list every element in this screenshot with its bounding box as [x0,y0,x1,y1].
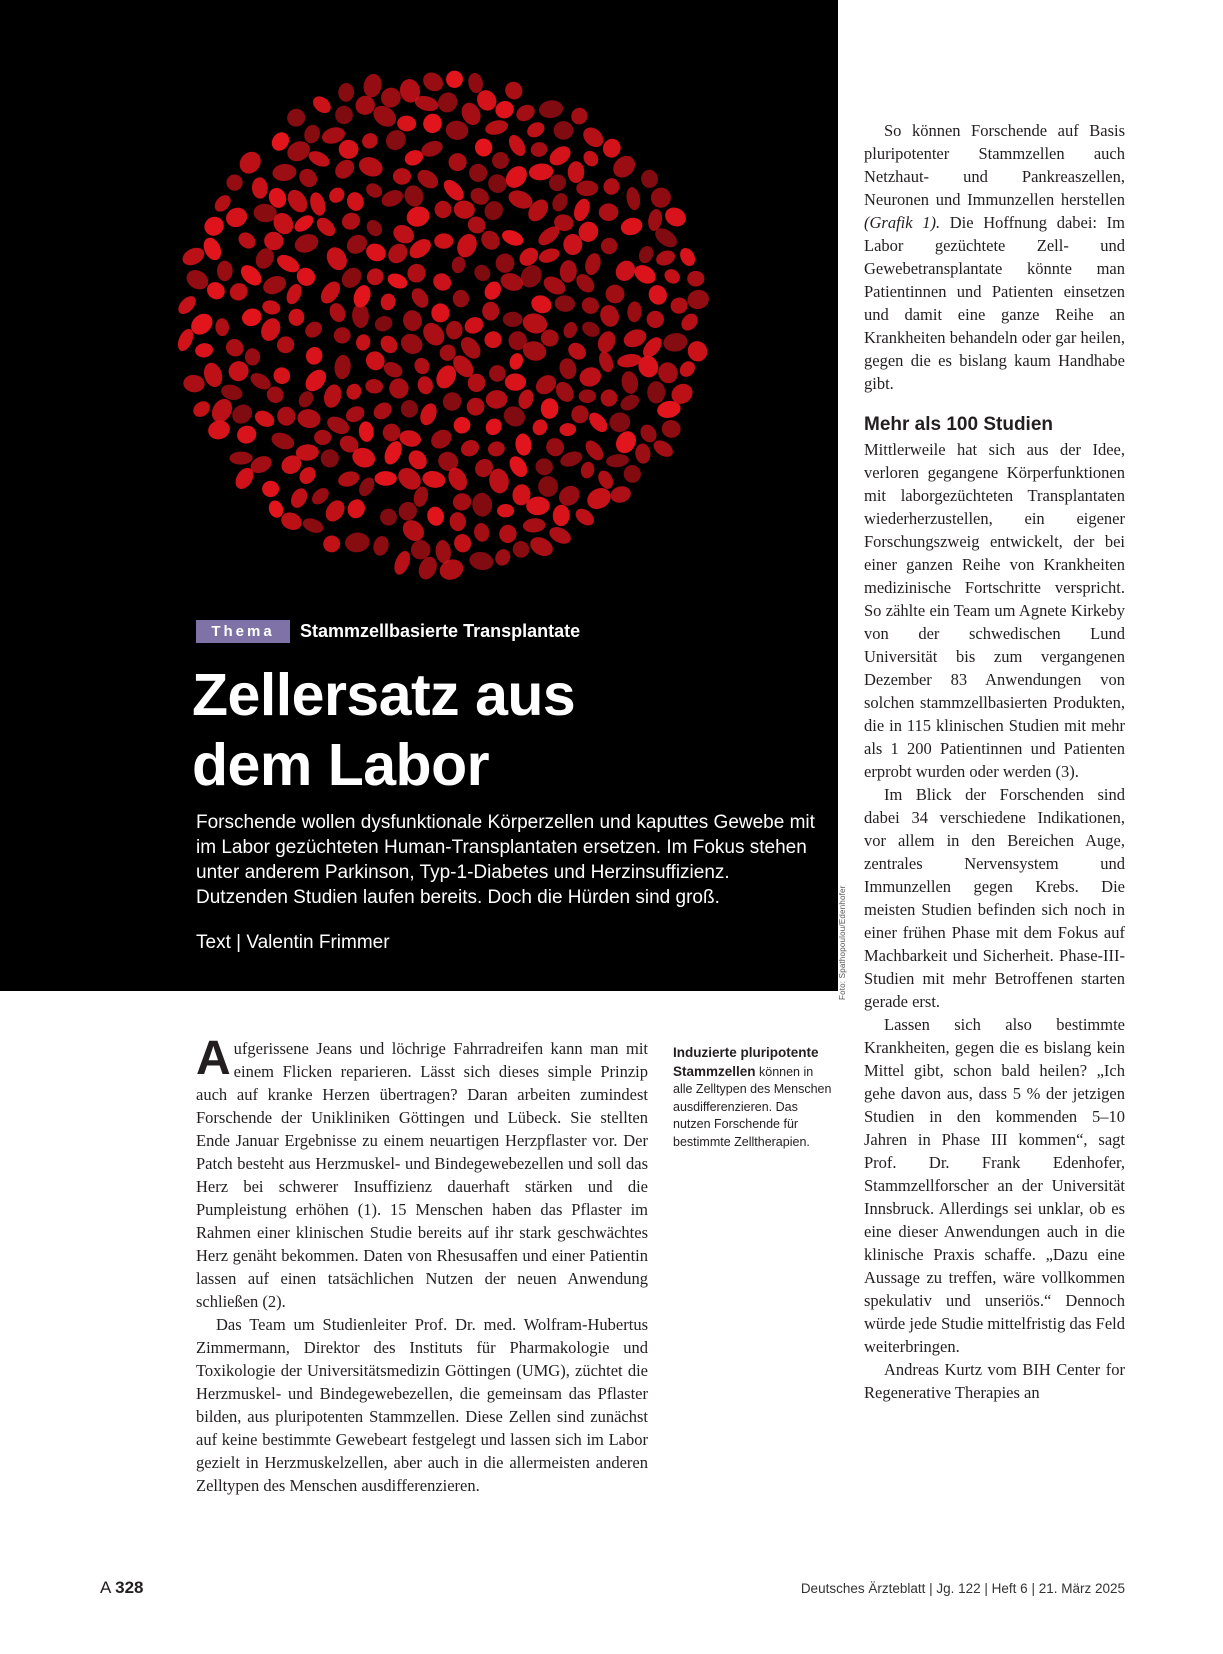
cell-nucleus [244,348,260,366]
cell-nucleus [326,184,348,205]
cell-nucleus [570,404,590,425]
cell-nucleus [206,418,232,442]
cell-nucleus [502,78,526,102]
cell-nucleus [524,119,547,140]
margin-note-text: können in alle Zelltypen des Menschen ausdifferenzieren. Das nutzen Forschende für bestimmte Zelltherapien. [673,1064,832,1149]
cell-nucleus [275,334,297,355]
cell-nucleus [317,445,343,471]
body-paragraph [196,1032,648,1313]
body-paragraph-text: ufgerissene Jeans und löchrige Fahrradreifen kann man mit einem Flicken reparieren. Lässt sich dieses simple Prinzip auch auf kranke Herzen übertragen? Daran arbeiten zumindest Forschende der Unikliniken Göttingen und Lübeck. Sie stellten Ende Januar Ergebnisse zu einem neuartigen Herzpflaster vor. Der Patch besteht aus Herzmuskel- und Bindegewebezellen und soll das Herz bei schwerer Insuffizienz dauerhaft stärken und die Pumpleistung erhöhen (1). 15 Menschen haben das Pflaster im Rahmen einer klinischen Studie bereits auf ihr stark geschwächtes Herz genäht bekommen. Daten von Rhesusaffen und einer Patientin lassen auf einen tatsächlichen Nutzen der neuen Anwendung schließen (2). [196,1039,648,1311]
cell-nucleus [528,162,554,181]
cell-nucleus [468,550,495,572]
cell-nucleus [228,401,255,428]
cell-nucleus [412,355,432,376]
cell-nucleus [364,378,384,395]
cell-nucleus [636,244,656,266]
body-paragraph: Lassen sich also bestimmte Krankheiten, gegen die es bislang kein Mittel gibt, schon bald heilen? „Ich gehe davon aus, dass 5 % der jetzigen Studien in den kommenden 5–10 Jahren in Phase III kommen“, sagt Prof. Dr. Frank Edenhofer, Stammzellforscher an der Universität Innsbruck. Allerdings sei unklar, ob es eine dieser Anwendungen auch in die klinische Praxis schaffe. „Dazu eine Aussage zu treffen, wäre vollkommen spekulativ und unseriös.“ Dennoch würde jede Studie mittelfristig das Feld weiterbringen. [864,1015,1125,1356]
cell-nucleus [364,217,386,239]
cell-nucleus [397,330,426,358]
cell-nucleus [561,320,579,340]
cell-nucleus [530,417,550,438]
cell-nucleus [355,333,372,352]
cell-nucleus [379,187,406,210]
cell-nucleus [371,534,390,557]
cell-nucleus [601,137,623,160]
cell-nucleus [505,373,527,391]
cell-nucleus [557,357,578,381]
cell-nucleus [599,203,619,221]
cell-nucleus [634,443,651,464]
cell-nucleus [416,375,435,396]
cell-nucleus [240,306,264,329]
cell-nucleus [217,261,233,282]
cell-nucleus [434,233,453,249]
cell-nucleus [419,69,446,96]
cell-nucleus [484,118,510,137]
cell-nucleus [262,481,279,498]
cell-nucleus [370,399,395,423]
cell-nucleus [482,415,504,438]
cell-nucleus [646,282,670,307]
cell-nucleus [654,248,677,269]
cell-nucleus [482,302,499,321]
cell-nucleus [577,364,604,389]
cell-nucleus [685,287,711,311]
cell-nucleus [620,370,640,395]
cell-nucleus [397,115,417,132]
cell-nucleus [276,405,297,427]
cell-nucleus [609,484,633,505]
cell-nucleus [496,254,515,273]
cell-nucleus [252,407,277,430]
cell-nucleus [269,430,297,453]
cell-nucleus [514,433,532,457]
cell-nucleus [226,174,242,190]
cell-nucleus [552,504,570,526]
cell-nucleus [467,72,485,95]
cell-nucleus [434,89,461,116]
cell-nucleus [393,168,412,185]
cell-nucleus [579,460,596,479]
cell-nucleus [284,186,312,216]
cell-nucleus [435,201,452,218]
cell-nucleus [322,497,349,525]
cell-nucleus [425,505,446,528]
cell-nucleus [235,148,265,178]
cell-nucleus [338,82,355,102]
cell-nucleus [660,418,683,440]
cell-nucleus [289,309,305,326]
cell-nucleus [314,430,331,445]
cell-nucleus [190,398,213,420]
cell-nucleus [439,388,465,414]
cell-nucleus [522,518,546,534]
cell-nucleus [604,283,627,306]
cell-nucleus [449,511,467,532]
cell-nucleus [608,411,631,433]
cell-nucleus [336,469,361,489]
cell-nucleus [320,532,344,556]
cell-nucleus [381,422,402,444]
cell-nucleus [302,123,322,145]
cell-nucleus [272,163,298,182]
cell-nucleus [200,235,224,263]
cell-nucleus [391,549,413,577]
cell-nucleus [291,212,316,235]
cell-nucleus [597,303,622,330]
cell-nucleus [576,180,598,196]
cell-nucleus [175,293,199,317]
cell-nucleus [619,215,645,237]
article-lead: Forschende wollen dysfunktionale Körperzellen und kaputtes Gewebe mit im Labor gezüchteten Human-Transplantaten ersetzen. Im Fokus stehen unter anderem Parkinson, Typ-1-Diabetes und Herzinsuffizienz. Dutzenden Studien laufen bereits. Doch die Hürden sind groß. [196,812,815,908]
cell-nucleus [669,295,690,316]
cell-nucleus [498,523,518,544]
cell-nucleus [537,246,562,265]
section-topic: Stammzellbasierte Transplantate [300,621,581,641]
cell-nucleus [678,310,701,333]
cell-nucleus [647,381,665,403]
cell-nucleus [563,234,582,255]
cell-nucleus [507,351,525,371]
cell-nucleus [580,148,601,169]
cell-nucleus [430,270,455,295]
cell-nucleus [452,532,473,554]
cell-nucleus [361,72,383,99]
cell-nucleus [421,112,443,135]
cell-nucleus [359,130,381,152]
cell-nucleus [421,469,447,490]
cell-nucleus [573,271,598,296]
page-prefix: A [100,1578,116,1597]
cell-nucleus [306,148,332,170]
cell-nucleus [498,270,525,294]
cell-nucleus [331,156,358,183]
cell-nucleus [323,244,351,274]
cell-nucleus [481,278,504,302]
cell-nucleus [235,229,258,252]
cell-nucleus [549,191,570,214]
cell-nucleus [572,505,597,529]
journal-reference: Deutsches Ärzteblatt | Jg. 122 | Heft 6 | 21. März 2025 [800,1581,1125,1596]
cell-nucleus [363,265,387,289]
cell-nucleus [440,176,467,204]
cell-nucleus [471,492,492,517]
cell-nucleus [344,382,364,402]
cell-nucleus [462,314,486,336]
cell-nucleus [284,282,305,307]
cell-nucleus [451,491,473,513]
cell-nucleus [296,388,316,410]
cell-nucleus [339,210,363,233]
cell-nucleus [625,186,642,211]
cell-nucleus [559,260,578,284]
cell-nucleus [215,318,230,336]
cell-nucleus [201,213,228,239]
cell-nucleus [235,423,259,446]
cell-nucleus [445,320,463,340]
cell-nucleus [308,190,328,217]
cell-nucleus [571,196,593,223]
cell-nucleus [251,177,268,199]
hero-image-panel [0,0,838,991]
cell-nucleus [333,354,351,380]
cell-nucleus [431,303,450,323]
cell-nucleus [201,360,225,389]
cell-nucleus [458,437,482,460]
cell-nucleus [540,398,559,419]
cell-nucleus [466,161,491,185]
cell-nucleus [484,330,503,349]
cell-nucleus [516,244,542,269]
cell-nucleus [485,389,508,409]
cell-nucleus [506,132,529,159]
cell-nucleus [662,204,690,230]
body-paragraph: Das Team um Studienleiter Prof. Dr. med. Wolfram-Hubertus Zimmermann, Direktor des Instituts für Pharmakologie und Toxikologie der Universitätsmedizin Göttingen (UMG), züchtet die Herzmuskel- und Bindegewebezellen, die gemeinsam das Pflaster bilden, aus pluripotenten Stammzellen. Diese Zellen sind zunächst auf keine bestimmte Gewebeart festgelegt und lassen sich im Labor gezielt in Herzmuskelzellen, aber auch in die allermeisten anderen Zelltypen des Menschen ausdifferenzieren. [196,1315,648,1495]
cell-nucleus [411,540,431,559]
cell-nucleus [194,342,214,359]
cell-nucleus [568,161,585,183]
cell-nucleus [363,180,384,200]
cell-nucleus [310,93,334,116]
cell-nucleus [516,387,536,411]
cell-nucleus [304,345,324,366]
cell-nucleus [399,398,420,419]
cell-nucleus [541,329,559,347]
cell-nucleus [471,262,493,285]
body-paragraph-text: So können Forschende auf Basis pluripotenter Stammzellen auch Netzhaut- und Pankreaszellen, Neuronen und Immunzellen herstellen [864,121,1125,209]
cell-nucleus [618,392,642,414]
cell-nucleus [351,303,369,328]
cell-nucleus [677,358,698,380]
cell-nucleus [452,289,469,307]
cell-nucleus [296,165,321,191]
body-paragraph [864,119,1125,395]
cell-nucleus [583,251,603,277]
cell-nucleus [559,423,576,437]
cell-nucleus [404,203,432,229]
cell-nucleus [260,273,289,298]
cell-nucleus [645,309,666,330]
body-paragraph-text: Die Hoffnung dabei: Im Labor gezüchtete Zell- und Gewebetransplantate könnte man Patientinnen und Patienten einsetzen und damit eine ganze Reihe an Krankheiten behandeln oder gar heilen, gegen die es bislang kaum Handhabe gibt. [864,213,1125,393]
cell-nucleus [445,119,470,141]
article-title-line-2: dem Labor [192,732,490,798]
cell-nucleus [182,374,205,394]
section-tag: Thema [196,620,290,643]
cell-nucleus [600,237,619,256]
cell-nuclei-group [175,69,711,583]
cell-nucleus [446,150,469,173]
cell-nucleus [631,261,659,287]
cell-nucleus [640,169,659,189]
cell-nucleus [599,388,619,408]
cell-nucleus [344,531,371,553]
cell-nucleus [313,214,338,239]
cell-nucleus [579,319,602,340]
cell-nucleus [506,453,531,480]
cell-nucleus [270,364,293,388]
cell-nucleus [568,105,590,128]
cell-nucleus [378,507,398,527]
cell-nucleus [377,332,401,356]
cell-nucleus [401,308,424,332]
cell-nucleus [513,101,537,124]
figure-reference: (Grafik 1). [864,213,941,232]
cell-nucleus [685,338,711,364]
cell-nucleus [533,456,555,477]
cell-nucleus [687,271,704,287]
cell-nucleus [180,244,208,269]
margin-note [673,1044,833,1151]
cell-nucleus [538,476,559,498]
cell-nucleus [374,471,397,486]
article-title-line-1: Zellersatz aus [192,662,576,728]
page-number-value: 328 [115,1578,144,1597]
cell-nucleus [453,199,476,220]
cell-nucleus [419,319,449,350]
cell-nucleus [333,327,351,345]
cell-nucleus [662,332,689,354]
section-label-row [196,620,580,643]
cell-nucleus [356,475,378,499]
cell-nucleus [454,231,481,261]
cell-nucleus [582,437,607,463]
cell-nucleus [451,414,473,436]
cell-nucleus [486,440,506,458]
cell-nucleus [586,409,611,435]
drop-cap: A [196,1032,231,1085]
cell-nucleus [532,371,560,398]
cell-nucleus [474,137,494,158]
cell-nucleus [529,292,555,316]
cell-nucleus [579,294,602,316]
cell-nucleus [595,468,616,491]
cell-nucleus [578,389,596,403]
cell-nucleus [493,547,513,568]
article-title [192,660,812,800]
cell-nucleus [344,190,366,213]
cell-nucleus [530,141,549,158]
margin-note-term: Induzierte pluripotente Stammzellen [673,1045,819,1079]
cell-nucleus [292,231,321,256]
cell-nucleus [500,227,526,249]
body-column-left [196,1032,648,1497]
body-column-right [864,119,1125,1404]
cell-nucleus [363,240,389,264]
cell-nucleus [408,285,432,311]
cell-nucleus [463,394,488,419]
cell-nucleus [296,408,322,430]
cell-nucleus [334,105,354,125]
cell-nucleus [427,426,455,453]
cell-nucleus [358,421,375,443]
cell-nucleus [385,271,409,292]
cell-nucleus [553,120,574,140]
cell-nucleus [489,149,513,173]
cell-nucleus [284,106,308,130]
page-number [100,1578,144,1598]
cell-nucleus [677,245,698,268]
cell-nucleus [321,382,344,410]
body-paragraph: Andreas Kurtz vom BIH Center for Regenerative Therapies an [864,1360,1125,1402]
body-paragraph: Im Blick der Forschenden sind dabei 34 verschiedene Indikationen, vor allem in den Bereichen Auge, zentrales Nervensystem und Immunzellen gegen Krebs. Die meisten Studien befinden sich noch in einer frühen Phase mit dem Fokus auf Machbarkeit und Sicherheit. Phase-III-Studien mit mehr Betroffenen starten gerade erst. [864,785,1125,1011]
cell-nucleus [338,139,360,160]
cell-nucleus [503,312,523,328]
cell-nucleus [554,295,576,313]
cell-nucleus [605,453,629,468]
cell-nucleus [381,359,405,380]
cell-nucleus [404,261,428,285]
photo-credit: Foto: Spathopoulou/Edenhofer [838,885,847,1000]
cell-nucleus [384,240,411,267]
cell-nucleus [302,318,325,341]
cell-nucleus [484,170,510,196]
cell-nucleus [345,497,368,521]
cell-nucleus [261,298,282,316]
cell-nucleus [538,99,564,120]
cell-nucleus [389,378,409,399]
cell-nucleus [621,463,643,485]
cell-nucleus [662,266,683,286]
cell-nucleus [373,313,395,333]
cell-nucleus [327,301,349,325]
article-byline: Text | Valentin Frimmer [196,932,390,953]
body-paragraph: Mittlerweile hat sich aus der Idee, verloren gegangene Körperfunktionen mit laborgezüchteten Transplantaten wiederherzustellen, ein eigener Forschungszweig entwickelt, der bei einer ganzen Reihe von Krankheiten medizinische Fortschritte verspricht. So zählte ein Team um Agnete Kirkeby von der schwedischen Lund Universität bis zum vergangenen Dezember 83 Anwendungen von solchen stammzellbasierten Produkten, die in 115 klinischen Studien mit mehr als 1 200 Patientinnen und Patienten erprobt wurden oder werden (3). [864,440,1125,781]
cell-nucleus [445,70,464,89]
cell-nucleus [356,154,386,180]
subheading: Mehr als 100 Studien [864,414,1054,435]
cell-nucleus [596,350,615,374]
cell-nucleus [309,485,332,508]
cell-nucleus [227,280,251,304]
cell-nucleus [627,301,642,323]
cell-nucleus [288,486,311,511]
cell-nucleus [381,438,405,467]
cell-nucleus [229,451,252,464]
cell-nucleus [473,522,491,543]
cell-nucleus [222,335,247,360]
cell-nucleus [317,278,344,307]
cell-nucleus [402,183,427,209]
cell-nucleus [301,516,326,536]
cell-nucleus [379,292,397,312]
cell-nucleus [417,401,440,428]
cell-nucleus [602,177,620,196]
cell-nucleus [497,504,514,517]
cell-nucleus [450,255,467,274]
